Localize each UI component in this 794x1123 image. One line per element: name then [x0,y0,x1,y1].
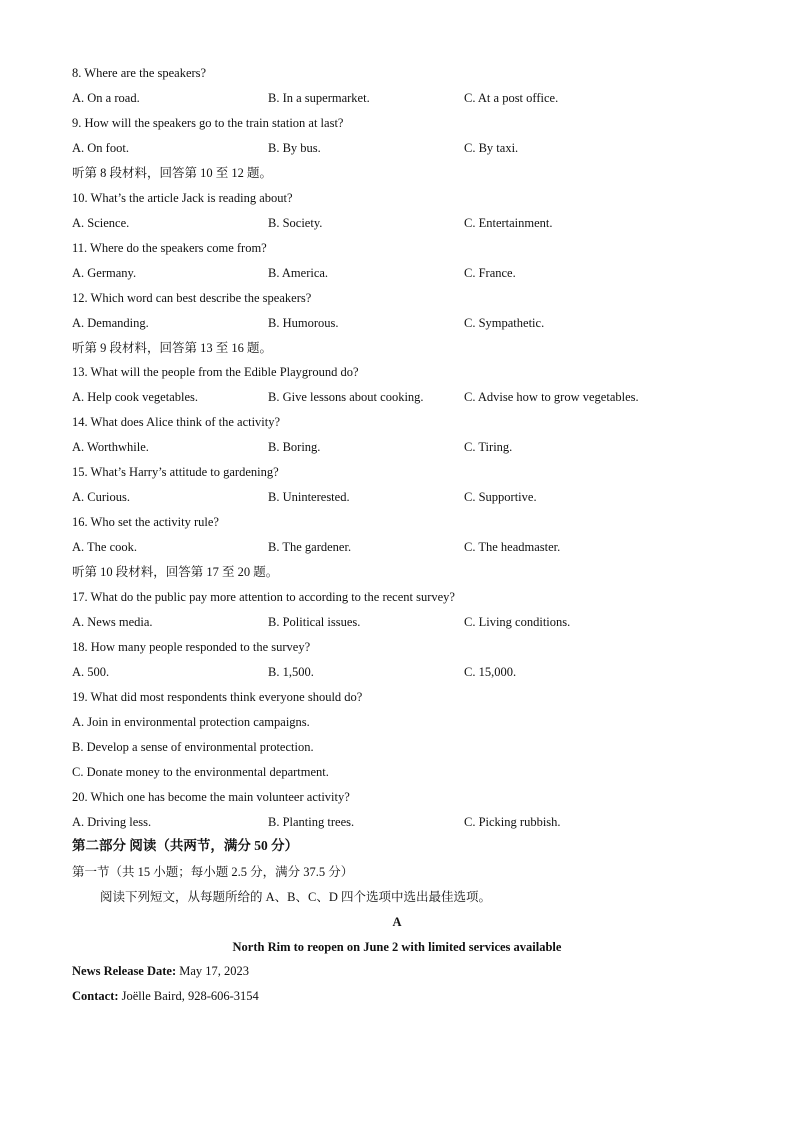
question-11-option-c: C. France. [464,266,516,280]
question-11-stem: 11. Where do the speakers come from? [72,241,267,255]
passage-title: North Rim to reopen on June 2 with limited services available [232,940,562,954]
question-8-stem: 8. Where are the speakers? [72,66,207,80]
question-8-option-a: A. On a road. [72,91,140,105]
question-20-option-c: C. Picking rubbish. [464,815,561,829]
question-9-option-c: C. By taxi. [464,141,519,155]
question-16-stem: 16. Who set the activity rule? [72,515,219,529]
question-17-stem: 17. What do the public pay more attention to according to the recent survey? [72,590,455,604]
question-19-option-a: A. Join in environmental protection campaigns. [72,715,310,729]
question-18-option-c: C. 15,000. [464,665,517,679]
question-10-option-c: C. Entertainment. [464,216,553,230]
question-9-option-a: A. On foot. [72,141,129,155]
question-15-option-a: A. Curious. [72,490,130,504]
question-14-option-b: B. Boring. [268,440,321,454]
news-release-date-value: May 17, 2023 [176,964,250,978]
question-13-stem: 13. What will the people from the Edible Playground do? [72,365,359,379]
question-18-option-a: A. 500. [72,665,110,679]
question-12-option-c: C. Sympathetic. [464,316,545,330]
question-19-option-b: B. Develop a sense of environmental protection. [72,740,314,754]
question-9-stem: 9. How will the speakers go to the train station at last? [72,116,344,130]
news-release-date [72,962,249,980]
part-two-heading: 第二部分 阅读（共两节，满分 50 分） [72,838,299,853]
question-14-option-c: C. Tiring. [464,440,513,454]
question-17-option-b: B. Political issues. [268,615,361,629]
question-16-option-a: A. The cook. [72,540,138,554]
listening-instruction-8: 听第 8 段材料，回答第 10 至 12 题。 [72,166,273,180]
question-8-option-b: B. In a supermarket. [268,91,370,105]
question-20-stem: 20. Which one has become the main volunteer activity? [72,790,350,804]
question-17-option-a: A. News media. [72,615,153,629]
question-14-stem: 14. What does Alice think of the activity? [72,415,281,429]
question-10-option-b: B. Society. [268,216,323,230]
question-9-option-b: B. By bus. [268,141,321,155]
question-16-option-c: C. The headmaster. [464,540,561,554]
listening-instruction-9: 听第 9 段材料，回答第 13 至 16 题。 [72,341,273,355]
question-13-option-a: A. Help cook vegetables. [72,390,199,404]
question-17-option-c: C. Living conditions. [464,615,571,629]
question-13-option-b: B. Give lessons about cooking. [268,390,424,404]
question-15-option-b: B. Uninterested. [268,490,350,504]
passage-letter: A [392,915,402,929]
question-18-option-b: B. 1,500. [268,665,314,679]
question-13-option-c: C. Advise how to grow vegetables. [464,390,639,404]
reading-instruction: 阅读下列短文，从每题所给的 A、B、C、D 四个选项中选出最佳选项。 [100,890,491,904]
contact-label: Contact: [72,989,119,1003]
question-15-stem: 15. What’s Harry’s attitude to gardening? [72,465,279,479]
question-18-stem: 18. How many people responded to the survey? [72,640,311,654]
question-19-stem: 19. What did most respondents think everyone should do? [72,690,363,704]
question-20-option-a: A. Driving less. [72,815,152,829]
question-12-option-a: A. Demanding. [72,316,149,330]
question-19-option-c: C. Donate money to the environmental department. [72,765,329,779]
question-15-option-c: C. Supportive. [464,490,537,504]
question-12-option-b: B. Humorous. [268,316,339,330]
section-one-heading: 第一节（共 15 小题；每小题 2.5 分，满分 37.5 分） [72,865,354,879]
question-11-option-a: A. Germany. [72,266,137,280]
news-release-date-label: News Release Date: [72,964,177,978]
question-16-option-b: B. The gardener. [268,540,352,554]
question-11-option-b: B. America. [268,266,329,280]
question-8-option-c: C. At a post office. [464,91,559,105]
contact-line [72,987,259,1005]
question-10-option-a: A. Science. [72,216,130,230]
question-10-stem: 10. What’s the article Jack is reading about? [72,191,293,205]
question-14-option-a: A. Worthwhile. [72,440,149,454]
question-12-stem: 12. Which word can best describe the speakers? [72,291,312,305]
contact-value: Joëlle Baird, 928-606-3154 [118,989,259,1003]
question-20-option-b: B. Planting trees. [268,815,355,829]
listening-instruction-10: 听第 10 段材料，回答第 17 至 20 题。 [72,565,279,579]
